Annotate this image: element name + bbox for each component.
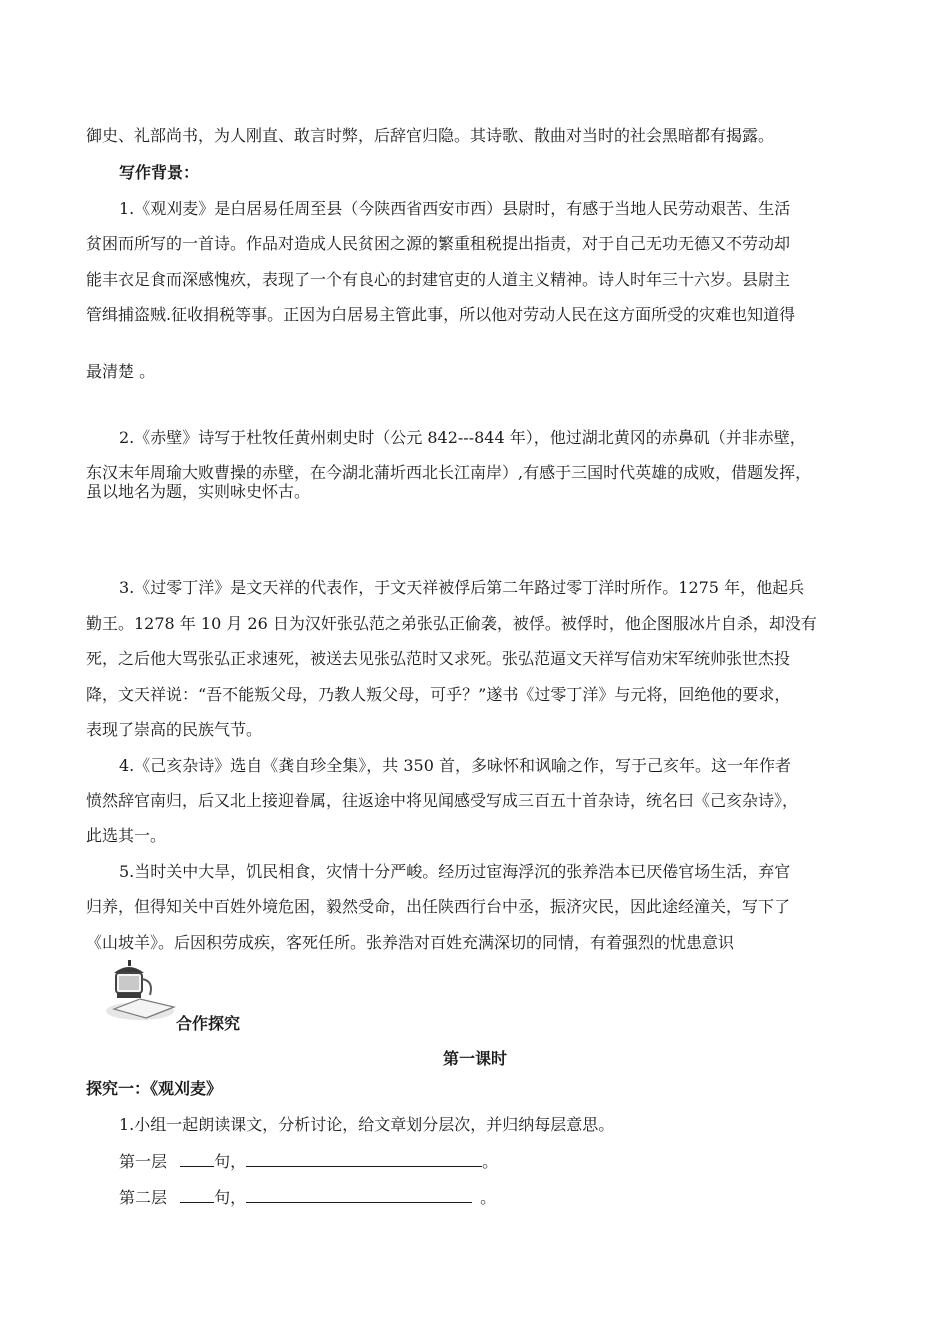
layer-meaning-blank[interactable] <box>246 1151 482 1167</box>
background-heading: 写作背景： <box>119 163 200 182</box>
paragraph-line: 3.《过零丁洋》是文天祥的代表作，于文天祥被俘后第二年路过零丁洋时所作。1275 年，他起兵 <box>119 578 805 597</box>
paragraph-line: 1.《观刈麦》是白居易任周至县（今陕西省西安市西）县尉时，有感于当地人民劳动艰苦、生活 <box>119 199 791 218</box>
sentence-range-blank[interactable] <box>180 1151 214 1167</box>
lamp-icon <box>100 955 178 1023</box>
paragraph-line: 最清楚 。 <box>86 362 156 381</box>
paragraph-line: 归养，但得知关中百姓外境危困，毅然受命，出任陕西行台中丞，振济灾民，因此途经潼关，写下了 <box>86 897 791 916</box>
layer-label: 第一层 <box>119 1152 168 1171</box>
paragraph-line: 《山坡羊》。后因积劳成疾，客死任所。张养浩对百姓充满深切的同情，有着强烈的忧患意识 <box>86 933 735 952</box>
paragraph-line: 死，之后他大骂张弘正求速死，被送去见张弘范时又求死。张弘范逼文天祥写信劝宋军统帅张世杰投 <box>86 649 791 668</box>
paragraph-line: 愤然辞官南归，后又北上接迎眷属，往返途中将见闻感受写成三百五十首杂诗，统名曰《己亥杂诗》， <box>86 791 799 810</box>
paragraph-line: 5.当时关中大旱，饥民相食，灾情十分严峻。经历过宦海浮沉的张养浩本已厌倦官场生活，弃官 <box>119 862 791 881</box>
paragraph-line: 能丰衣足食而深感愧疚，表现了一个有良心的封建官吏的人道主义精神。诗人时年三十六岁。县尉主 <box>86 270 791 289</box>
layer-unit: 句， <box>214 1152 247 1171</box>
layer-meaning-blank[interactable] <box>246 1187 472 1203</box>
paragraph-line: 此选其一。 <box>86 826 167 845</box>
sentence-range-blank[interactable] <box>180 1187 214 1203</box>
paragraph-line: 2.《赤壁》诗写于杜牧任黄州刺史时（公元 842---844 年），他过湖北黄冈的赤鼻矶（并非赤壁， <box>119 428 806 447</box>
layer-end: 。 <box>482 1152 499 1171</box>
cooperation-heading: 合作探究 <box>176 1014 241 1033</box>
paragraph-line: 降，文天祥说：“吾不能叛父母，乃教人叛父母，可乎？”遂书《过零丁洋》与元将，回绝他的要求， <box>86 685 791 704</box>
paragraph-line: 勤王。1278 年 10 月 26 日为汉奸张弘范之弟张弘正偷袭，被俘。被俘时，他企图服冰片自杀，却没有 <box>86 614 817 633</box>
paragraph-line: 贫困而所写的一首诗。作品对造成人民贫困之源的繁重租税提出指责，对于自己无功无德又不劳动却 <box>86 234 791 253</box>
lesson-title: 第一课时 <box>442 1049 507 1068</box>
layer-unit: 句， <box>214 1188 247 1207</box>
layer-label: 第二层 <box>119 1188 168 1207</box>
paragraph-line: 管缉捕盗贼.征收捐税等事。正因为白居易主管此事，所以他对劳动人民在这方面所受的灾难也知道得 <box>86 305 796 324</box>
layer-end: 。 <box>480 1188 497 1207</box>
inquiry-title: 探究一：《观刈麦》 <box>86 1079 223 1098</box>
intro-tail-text: 御史、礼部尚书，为人刚直、敢言时弊，后辞官归隐。其诗歌、散曲对当时的社会黑暗都有揭露。 <box>86 126 775 145</box>
layer-row <box>119 1187 496 1208</box>
task-text: 1.小组一起朗读课文，分析讨论，给文章划分层次，并归纳每层意思。 <box>119 1115 615 1134</box>
layer-row <box>119 1151 498 1172</box>
paragraph-line: 表现了崇高的民族气节。 <box>86 720 263 739</box>
paragraph-line: 东汉末年周瑜大败曹操的赤壁，在今湖北蒲圻西北长江南岸）,有感于三国时代英雄的成败，借题发挥， <box>86 463 812 482</box>
paragraph-line: 虽以地名为题，实则咏史怀古。 <box>86 482 311 501</box>
paragraph-line: 4.《己亥杂诗》选自《龚自珍全集》，共 350 首，多咏怀和讽喻之作，写于己亥年。这一年作者 <box>119 756 791 775</box>
